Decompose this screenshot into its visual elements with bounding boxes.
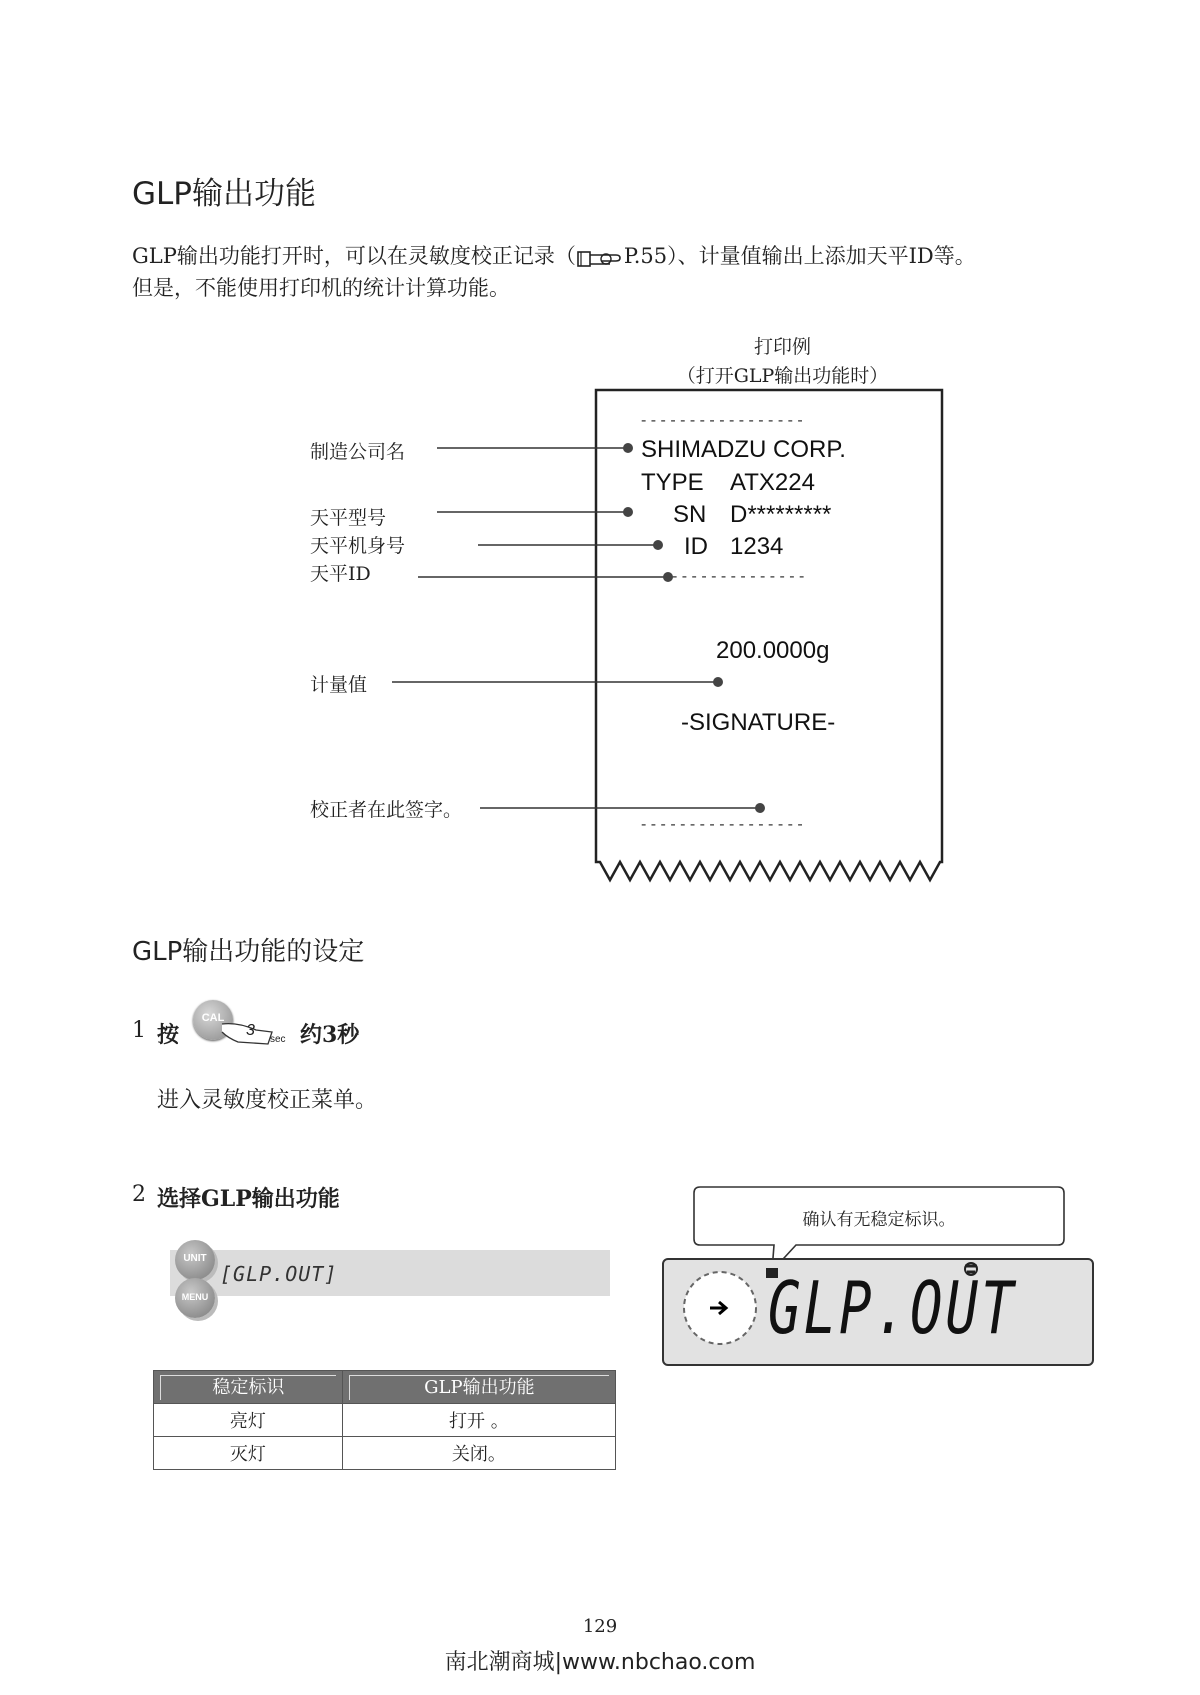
page-number: 129	[582, 1616, 618, 1637]
unit-key-label: UNIT	[183, 1253, 207, 1264]
print-example-label: 打印例	[753, 336, 811, 358]
receipt-company: SHIMADZU CORP.	[641, 436, 846, 463]
receipt-type-value: ATX224	[730, 469, 815, 496]
glp-status-table	[153, 1370, 616, 1470]
callout-model: 天平型号	[310, 507, 387, 529]
unit-key-button[interactable]	[175, 1240, 215, 1280]
step1-duration: 约3秒	[300, 1022, 360, 1048]
key-hold-count: 3	[246, 1022, 255, 1039]
step2-title: 选择GLP输出功能	[157, 1186, 340, 1212]
table-header-row	[154, 1371, 616, 1404]
table-cell: 灭灯	[154, 1437, 343, 1470]
tooltip-text: 确认有无稳定标识。	[802, 1210, 956, 1230]
table-row	[154, 1437, 616, 1470]
stability-arrow-icon	[704, 1282, 736, 1306]
table-row	[154, 1404, 616, 1437]
callout-maker: 制造公司名	[310, 441, 406, 463]
intro-line1-b: P.55）、计量值输出上添加天平ID等。	[623, 244, 976, 268]
footer-site: 南北潮商城|www.nbchao.com	[444, 1650, 756, 1675]
receipt-type-label: TYPE	[641, 469, 704, 496]
table-header-cell: 稳定标识	[154, 1371, 343, 1404]
receipt-dashes-top: - - - - - - - - - - - - - - - - -	[641, 412, 803, 429]
step2-number: 2	[132, 1182, 146, 1207]
page-title: GLP输出功能	[132, 176, 316, 212]
receipt-signature: -SIGNATURE-	[681, 709, 836, 736]
callout-serial: 天平机身号	[310, 535, 406, 557]
callout-balance-id: 天平ID	[310, 563, 371, 585]
cal-key-label: CAL	[201, 1012, 225, 1024]
callout-signer: 校正者在此签字。	[310, 799, 463, 821]
receipt-sn-value: D*********	[730, 501, 832, 528]
table-header-cell: GLP输出功能	[342, 1371, 615, 1404]
step1-description: 进入灵敏度校正菜单。	[157, 1088, 378, 1113]
table-cell: 关闭。	[342, 1437, 615, 1470]
table-cell: 亮灯	[154, 1404, 343, 1437]
intro-line1-a: GLP输出功能打开时，可以在灵敏度校正记录（	[132, 244, 576, 268]
receipt-id-label: ID	[684, 533, 708, 560]
receipt-id-value: 1234	[730, 533, 784, 560]
callout-weight: 计量值	[310, 674, 368, 696]
receipt-sn-label: SN	[673, 501, 707, 528]
step1-press: 按	[157, 1022, 180, 1048]
menu-key-button[interactable]	[175, 1278, 215, 1318]
section-heading: GLP输出功能的设定	[132, 937, 365, 967]
table-cell: 打开 。	[342, 1404, 615, 1437]
key-hold-unit: sec	[270, 1034, 286, 1045]
receipt-weight: 200.0000g	[716, 637, 830, 664]
step1-number: 1	[132, 1018, 146, 1043]
menu-display-text: [GLP.OUT]	[220, 1262, 338, 1286]
menu-key-label: MENU	[181, 1292, 209, 1302]
print-example-subtitle: （打开GLP输出功能时）	[676, 365, 889, 387]
receipt-dashes-mid: - - - - - - - - - - - - - -	[672, 568, 805, 585]
intro-line2: 但是，不能使用打印机的统计计算功能。	[132, 276, 510, 300]
lcd-text: GLP.OUT	[768, 1266, 1017, 1350]
receipt-dashes-bottom: - - - - - - - - - - - - - - - - -	[641, 816, 803, 833]
